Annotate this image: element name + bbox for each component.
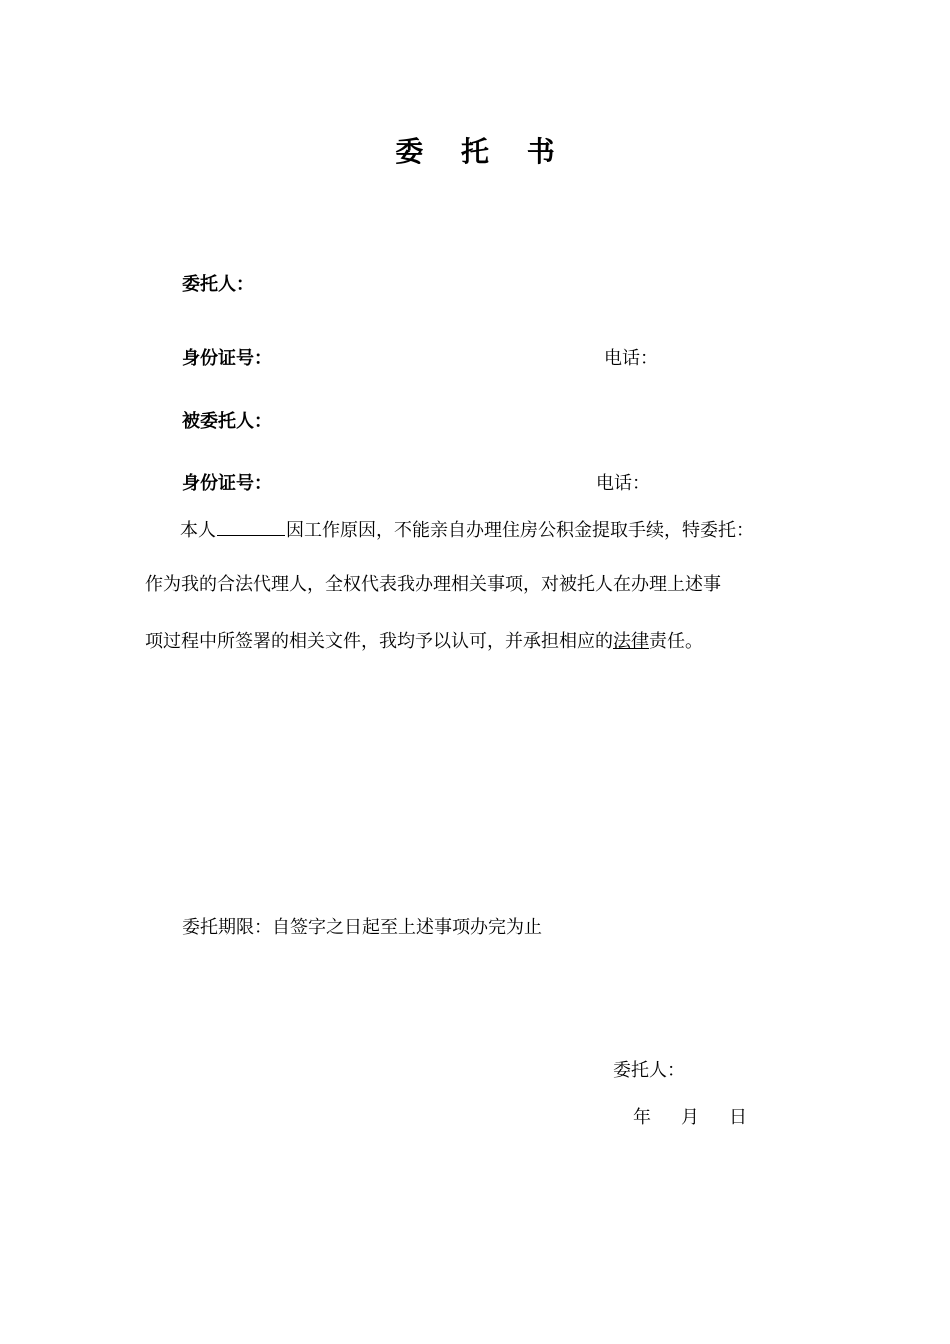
term-text: 委托期限：自签字之日起至上述事项办完为止 bbox=[182, 917, 542, 938]
date-month: 月 bbox=[681, 1107, 699, 1128]
body-line-3-suffix: 责任。 bbox=[649, 631, 703, 652]
law-link[interactable]: 法律 bbox=[613, 631, 649, 652]
principal-id-label: 身份证号： bbox=[182, 348, 272, 369]
body-line-3-prefix: 项过程中所签署的相关文件，我均予以认可，并承担相应的 bbox=[145, 631, 613, 652]
agent-id-label: 身份证号： bbox=[182, 473, 272, 494]
date-row bbox=[633, 1103, 747, 1129]
agent-label: 被委托人： bbox=[182, 411, 272, 432]
principal-label: 委托人： bbox=[182, 274, 254, 295]
body-line-1-suffix: 因工作原因，不能亲自办理住房公积金提取手续，特委托： bbox=[286, 520, 754, 541]
agent-phone-label: 电话： bbox=[596, 473, 650, 494]
body-line-1-prefix: 本人 bbox=[180, 520, 216, 541]
body-line-1 bbox=[180, 517, 754, 543]
signature-label: 委托人： bbox=[613, 1060, 685, 1081]
document-title: 委 托 书 bbox=[395, 135, 569, 168]
principal-phone-label: 电话： bbox=[604, 348, 658, 369]
name-blank-line bbox=[217, 517, 285, 536]
date-day: 日 bbox=[729, 1107, 747, 1128]
body-line-2: 作为我的合法代理人，全权代表我办理相关事项，对被托人在办理上述事 bbox=[145, 574, 721, 595]
body-line-3 bbox=[145, 630, 703, 654]
date-year: 年 bbox=[633, 1107, 651, 1128]
